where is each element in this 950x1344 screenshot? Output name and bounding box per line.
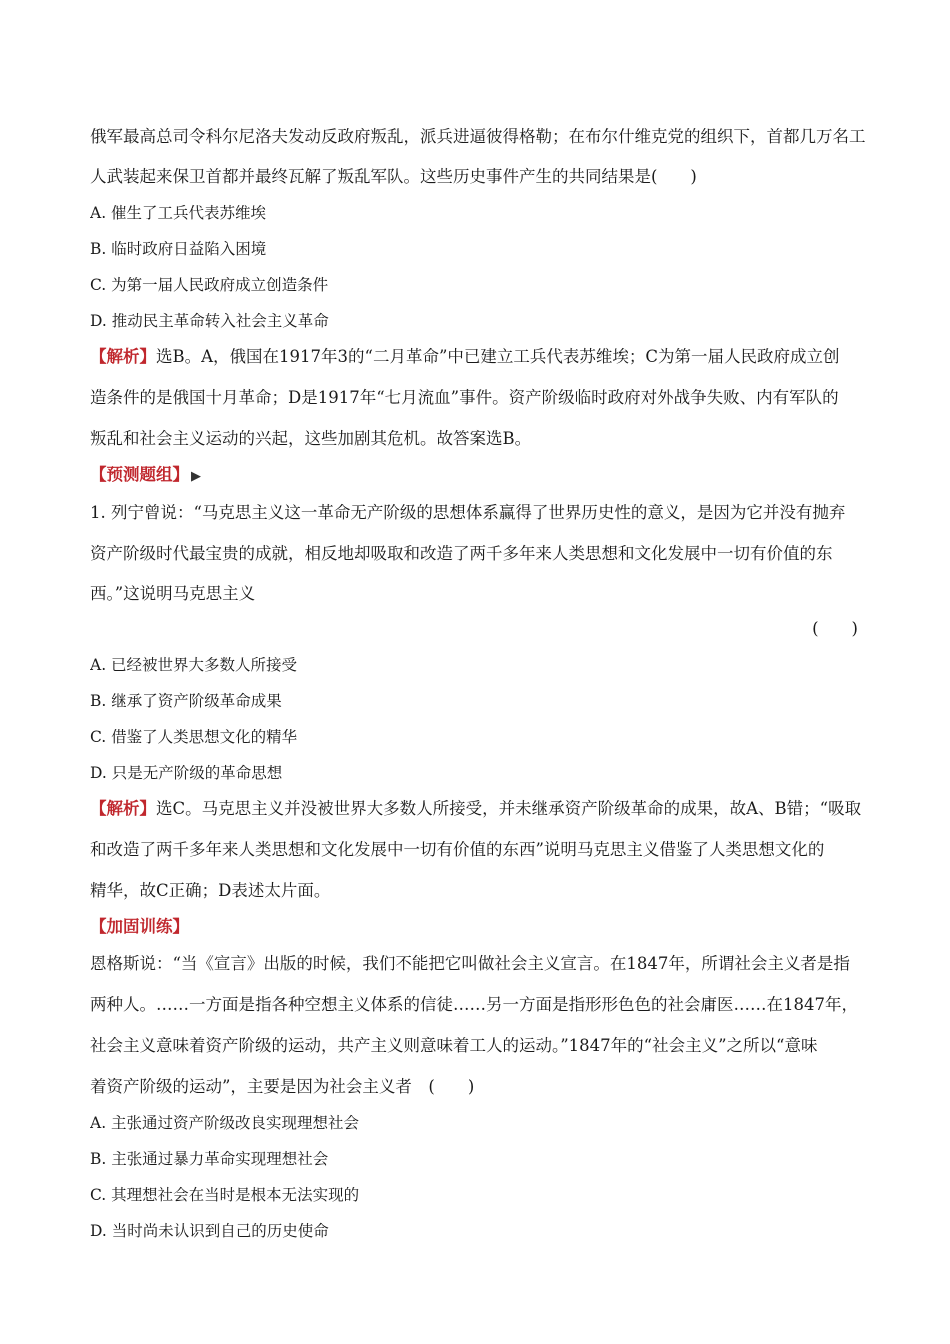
q3-stem-line: 恩格斯说：“当《宣言》出版的时候，我们不能把它叫做社会主义宣言。在1847年，所谓社会主义者是指 — [90, 954, 850, 973]
q1-option-c: C. 为第一届人民政府成立创造条件 — [90, 276, 329, 294]
q2-analysis-line — [90, 798, 870, 820]
q1-analysis-line — [90, 346, 870, 368]
q3-option-a: A. 主张通过资产阶级改良实现理想社会 — [90, 1114, 360, 1132]
q1-stem-line: 俄军最高总司令科尔尼洛夫发动反政府叛乱，派兵进逼彼得格勒；在布尔什维克党的组织下，首都几万名工 — [90, 127, 866, 146]
q3-stem-line: 着资产阶级的运动”，主要是因为社会主义者 ( ) — [90, 1077, 475, 1096]
q2-option-a: A. 已经被世界大多数人所接受 — [90, 656, 298, 674]
analysis-tag: 【解析】 — [90, 347, 156, 366]
reinforce-section-heading — [90, 916, 870, 938]
q1-option-a: A. 催生了工兵代表苏维埃 — [90, 204, 267, 222]
q1-stem-line: 人武装起来保卫首都并最终瓦解了叛乱军队。这些历史事件产生的共同结果是( ) — [90, 167, 697, 186]
q3-stem-line: 两种人。……一方面是指各种空想主义体系的信徒……另一方面是指形形色色的社会庸医……在1847年， — [90, 995, 858, 1014]
analysis-tag: 【解析】 — [90, 799, 156, 818]
q3-option-d: D. 当时尚未认识到自己的历史使命 — [90, 1222, 329, 1240]
q2-answer-blank: ( ) — [812, 619, 858, 638]
q2-stem-line: 资产阶级时代最宝贵的成就，相反地却吸取和改造了两千多年来人类思想和文化发展中一切有价值的东 — [90, 544, 833, 563]
q3-stem-line: 社会主义意味着资产阶级的运动，共产主义则意味着工人的运动。”1847年的“社会主义”之所以“意味 — [90, 1036, 818, 1055]
q2-analysis-line: 和改造了两千多年来人类思想和文化发展中一切有价值的东西”说明马克思主义借鉴了人类思想文化的 — [90, 840, 825, 859]
q3-option-b: B. 主张通过暴力革命实现理想社会 — [90, 1150, 329, 1168]
q2-stem-line: 西。”这说明马克思主义 — [90, 584, 256, 603]
q2-option-b: B. 继承了资产阶级革命成果 — [90, 692, 282, 710]
q2-analysis-line: 精华，故C正确；D表述太片面。 — [90, 881, 331, 900]
q1-analysis-line: 叛乱和社会主义运动的兴起，这些加剧其危机。故答案选B。 — [90, 429, 532, 448]
q2-option-c: C. 借鉴了人类思想文化的精华 — [90, 728, 298, 746]
triangle-arrow-icon: ▶ — [191, 469, 201, 484]
q2-stem-line: 1. 列宁曾说：“马克思主义这一革命无产阶级的思想体系赢得了世界历史性的意义，是因为它并没有抛弃 — [90, 503, 846, 522]
q2-option-d: D. 只是无产阶级的革命思想 — [90, 764, 283, 782]
analysis-text: 选B。A，俄国在1917年3的“二月革命”中已建立工兵代表苏维埃；C为第一届人民政府成立创 — [156, 347, 840, 366]
section-tag: 【预测题组】 — [90, 465, 189, 484]
q1-option-d: D. 推动民主革命转入社会主义革命 — [90, 312, 329, 330]
predict-section-heading — [90, 464, 870, 488]
q1-option-b: B. 临时政府日益陷入困境 — [90, 240, 267, 258]
analysis-text: 选C。马克思主义并没被世界大多数人所接受，并未继承资产阶级革命的成果，故A、B错；“吸取 — [156, 799, 862, 818]
q3-option-c: C. 其理想社会在当时是根本无法实现的 — [90, 1186, 360, 1204]
section-tag: 【加固训练】 — [90, 917, 189, 936]
q1-analysis-line: 造条件的是俄国十月革命；D是1917年“七月流血”事件。资产阶级临时政府对外战争失败、内有军队的 — [90, 388, 839, 407]
